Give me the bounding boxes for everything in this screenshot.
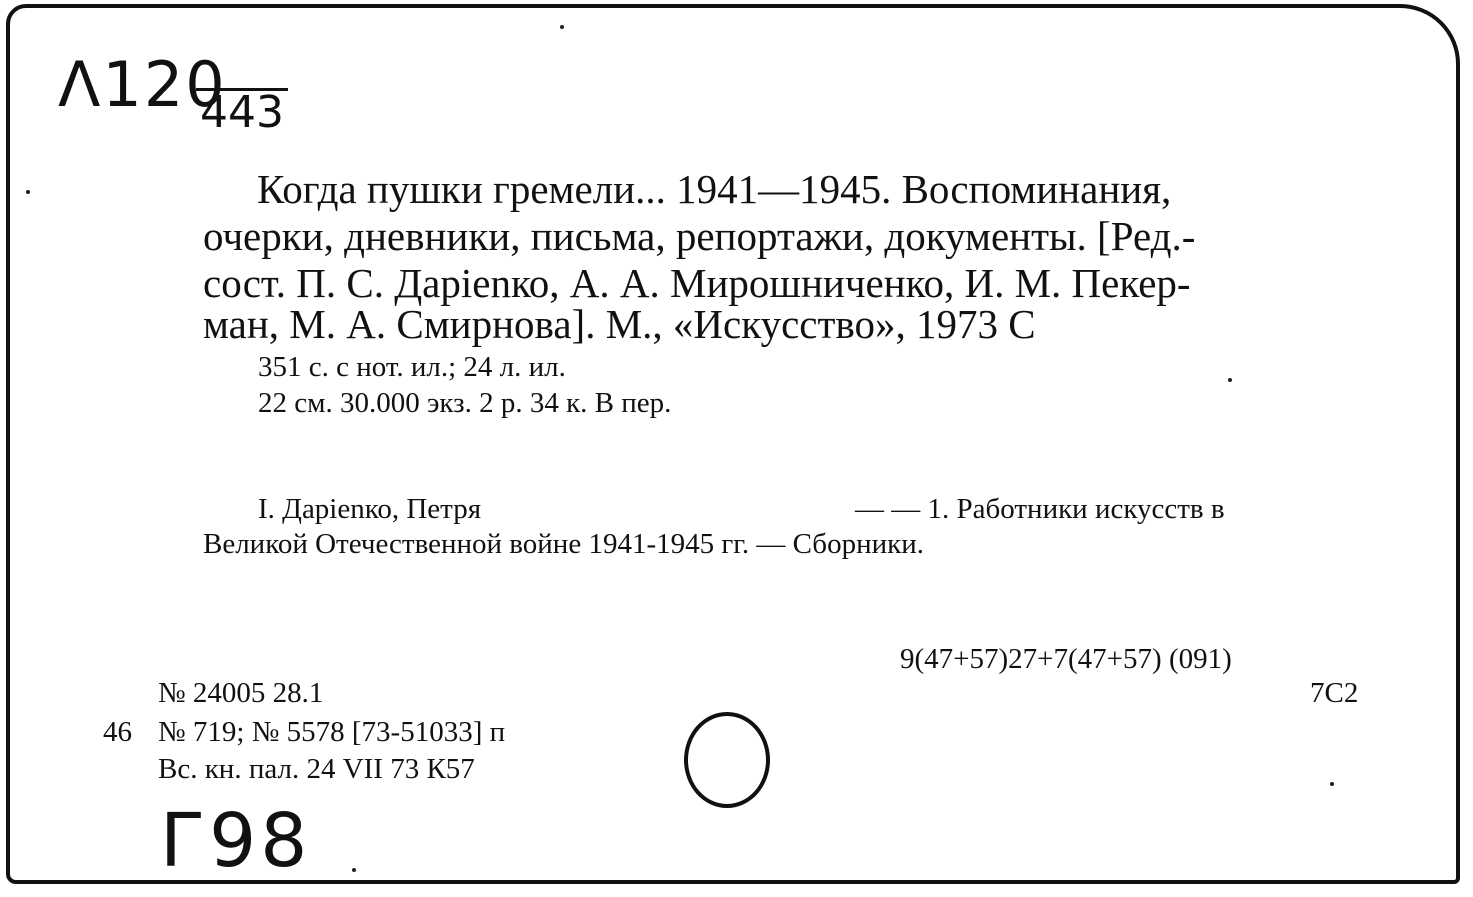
speck (1330, 782, 1334, 786)
entry-line-5: 351 с. с нот. ил.; 24 л. ил. (258, 351, 566, 383)
speck (352, 868, 356, 872)
classification-code-2: 7С2 (1310, 677, 1359, 709)
entry-line-1: Когда пушки гремели... 1941—1945. Воспоминания, (257, 166, 1172, 212)
registry-line-2: № 719; № 5578 [73-51033] п (158, 716, 506, 748)
entry-line-6: 22 см. 30.000 экз. 2 р. 34 к. В пер. (258, 387, 672, 419)
entry-line-4: ман, М. А. Смирнова]. М., «Искусство», 1973 С (203, 301, 1036, 347)
entry-line-2: очерки, дневники, письма, репортажи, документы. [Ред.- (203, 213, 1196, 259)
tracing-line-1-right: — — 1. Работники искусств в (855, 493, 1225, 525)
handwritten-call-number: Λ120 (58, 48, 227, 121)
registry-line-1: № 24005 28.1 (158, 677, 324, 709)
registry-prefix: 46 (103, 716, 132, 748)
tracing-line-1-left: I. Дарienко, Петря (258, 493, 482, 525)
speck (1228, 378, 1232, 382)
speck (560, 25, 564, 29)
stamp-circle (684, 712, 770, 808)
classification-code: 9(47+57)27+7(47+57) (091) (900, 643, 1232, 675)
handwritten-bottom-mark: Г98 (160, 798, 312, 884)
speck (26, 190, 30, 194)
handwritten-call-number-sub: 443 (196, 88, 288, 135)
entry-line-3: сост. П. С. Дарienко, А. А. Мирошниченко, И. М. Пекер- (203, 260, 1191, 306)
registry-line-3: Вс. кн. пал. 24 VII 73 К57 (158, 753, 475, 785)
tracing-line-2: Великой Отечественной войне 1941-1945 гг. — Сборники. (203, 528, 924, 560)
